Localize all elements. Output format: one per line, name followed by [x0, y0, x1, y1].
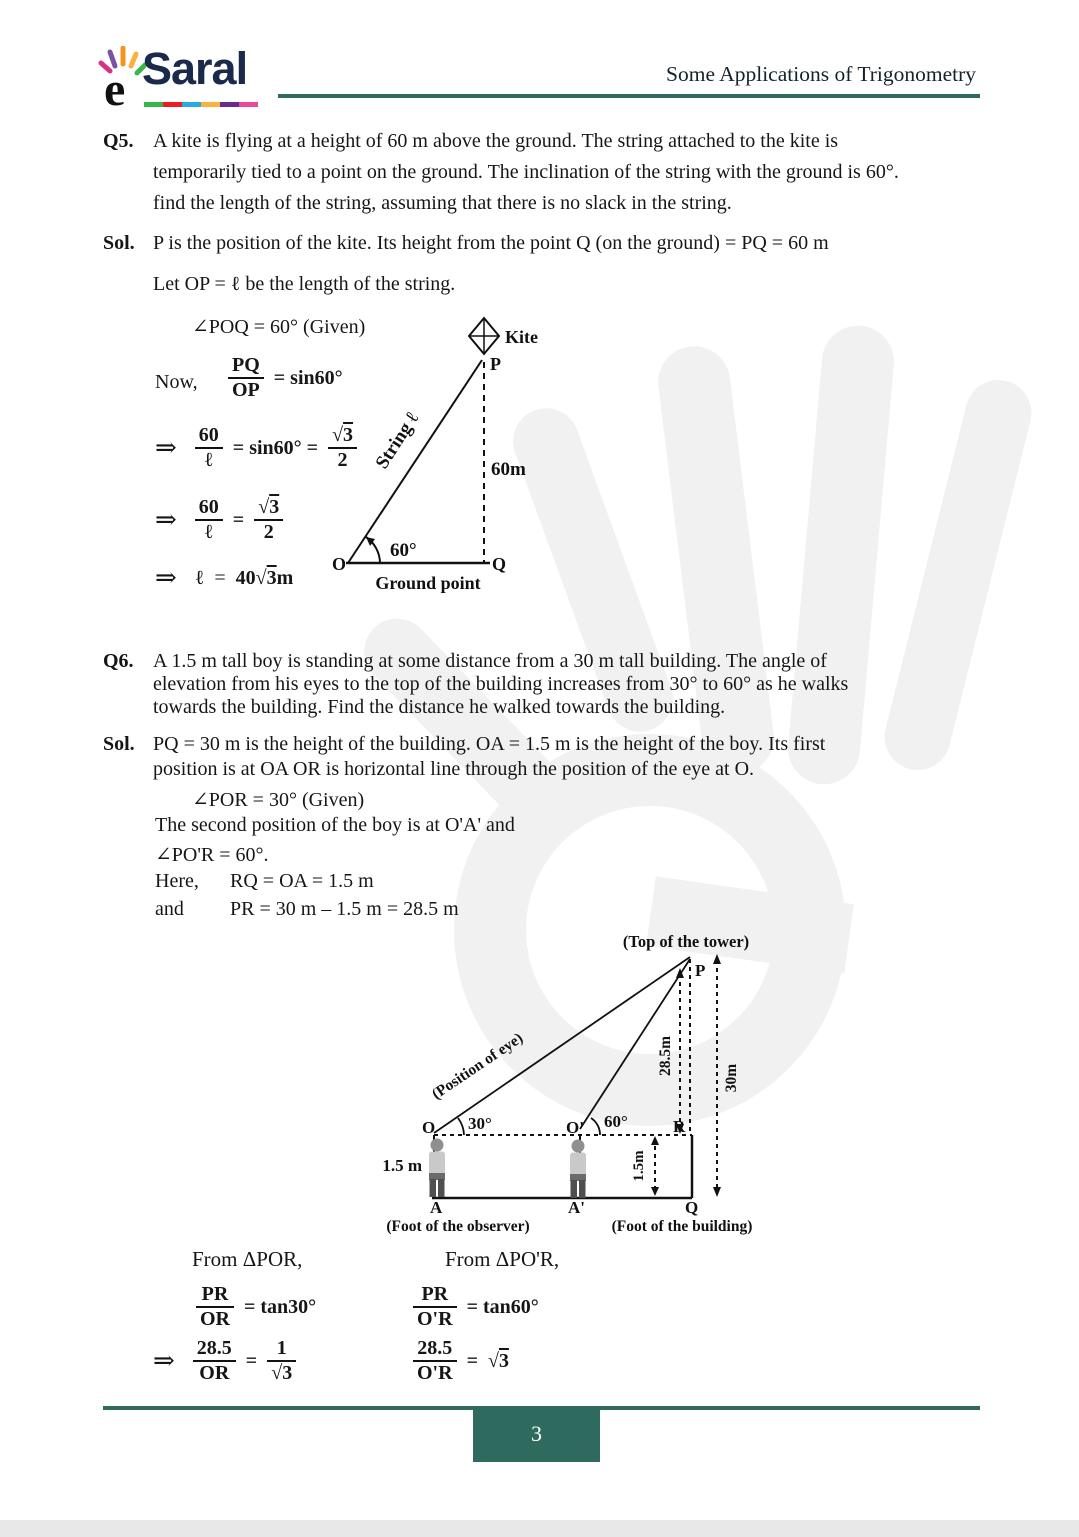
esaral-hand-icon — [96, 46, 146, 110]
foot-building-label: (Foot of the building) — [611, 1218, 753, 1235]
angle-30-label: 30° — [468, 1114, 492, 1133]
q6-eq-right2: $\frac{28.5}{O'R}$ = √3 — [413, 1337, 509, 1385]
q6-eq-left1: $\frac{PR}{OR}$ = tan30° — [196, 1283, 316, 1331]
page-number-box — [473, 1406, 600, 1462]
q5-line3: find the length of the string, assuming that there is no slack in the string. — [153, 192, 732, 214]
result-value: 40√3m — [235, 566, 294, 589]
point-q-label: Q — [685, 1198, 699, 1217]
angle-arc-30 — [458, 1118, 464, 1135]
foot-observer-label: (Foot of the observer) — [386, 1218, 530, 1235]
q6-second-pos: The second position of the boy is at O'A' and — [155, 814, 515, 836]
point-a-label: A — [430, 1198, 443, 1217]
kite-label: Kite — [505, 327, 538, 347]
q6-eq-left2: ⇒ $\frac{28.5}{OR}$ = $\frac{1}{√3}$ — [153, 1337, 296, 1385]
q6-sol-label: Sol. — [103, 733, 135, 755]
q6-from1: From ΔPOR, — [192, 1247, 303, 1271]
point-q-label: Q — [492, 554, 507, 574]
q5-step3: ⇒ ℓ = 40√3m — [155, 563, 294, 592]
q5-line2: temporarily tied to a point on the ground. The inclination of the string with the ground is 60°. — [153, 161, 899, 183]
point-o-label: O — [422, 1118, 436, 1137]
q6-here-val: RQ = OA = 1.5 m — [230, 870, 374, 892]
implies-arrow: ⇒ — [153, 1346, 175, 1375]
logo-colorbar — [144, 102, 258, 107]
fraction-285-opr: $\frac{28.5}{O'R}$ — [413, 1337, 457, 1385]
q5-angle-given: ∠POQ = 60° (Given) — [192, 316, 366, 338]
q6-and-label: and — [155, 898, 184, 920]
fraction-pr-opr: $\frac{PR}{O'R}$ — [413, 1283, 457, 1331]
q5-step1: ⇒ $\frac{60}{\text{ℓ}}$ = sin60° = $\frac{√3}{2}$ — [155, 424, 357, 472]
fraction-60-l: $\frac{60}{\text{ℓ}}$ — [195, 496, 223, 544]
fraction-1-sqrt3: $\frac{1}{√3}$ — [267, 1337, 296, 1385]
page-title: Some Applications of Trigonometry — [666, 62, 976, 86]
q6-from2: From ΔPO'R, — [445, 1247, 560, 1271]
fraction-pq-op: $\frac{PQ}{OP}$ — [228, 354, 264, 402]
q6-label: Q6. — [103, 650, 134, 672]
fraction-pr-or: $\frac{PR}{OR}$ — [196, 1283, 234, 1331]
page-number: 3 — [531, 1421, 542, 1446]
height-label: 60m — [491, 459, 526, 480]
angle-arc-60 — [591, 1118, 600, 1135]
string-line — [348, 360, 482, 563]
q6-angle-given: ∠POR = 30° (Given) — [192, 789, 365, 811]
q5-now-label: Now, — [155, 371, 198, 393]
height-30-label: 30m — [723, 1063, 740, 1093]
header — [96, 44, 980, 108]
logo-text: Saral — [142, 43, 248, 94]
point-o-label: O — [332, 554, 347, 574]
point-aprime-label: A' — [568, 1198, 585, 1217]
q5-line1: A kite is flying at a height of 60 m above the ground. The string attached to the kite is — [153, 130, 839, 152]
kite-diagram — [330, 312, 565, 597]
implies-arrow: ⇒ — [155, 433, 177, 462]
fraction-sqrt3-2: $\frac{√3}{2}$ — [254, 496, 283, 544]
string-label: String ℓ — [371, 408, 424, 473]
q6-and-val: PR = 30 m – 1.5 m = 28.5 m — [230, 898, 459, 920]
height-1-5-label: 1.5m — [631, 1150, 647, 1182]
q6-angle2: ∠PO'R = 60°. — [155, 844, 269, 866]
q5-sol-label: Sol. — [103, 232, 135, 254]
angle-label: 60° — [390, 540, 417, 561]
position-of-eye-label: (Position of eye) — [428, 1029, 527, 1103]
header-rule — [278, 94, 980, 98]
q6-eq-right1: $\frac{PR}{O'R}$ = tan60° — [413, 1283, 539, 1331]
fraction-285-or: $\frac{28.5}{OR}$ — [193, 1337, 236, 1385]
q6-line2: elevation from his eyes to the top of the building increases from 30° to 60° as he walks — [153, 673, 849, 695]
sight-line-o-p — [434, 957, 690, 1133]
fraction-sqrt3-2: $\frac{√3}{2}$ — [328, 424, 357, 472]
q6-sol-line2: position is at OA OR is horizontal line through the position of the eye at O. — [153, 758, 755, 780]
q5-eq-now: $\frac{PQ}{OP}$ = sin60° — [228, 354, 343, 402]
q5-sol-line1: P is the position of the kite. Its height from the point Q (on the ground) = PQ = 60 m — [153, 232, 829, 254]
implies-arrow: ⇒ — [155, 563, 177, 592]
sqrt3-value: √3 — [487, 1349, 509, 1372]
fraction-60-l: $\frac{60}{\text{ℓ}}$ — [195, 424, 223, 472]
implies-arrow: ⇒ — [155, 505, 177, 534]
q5-label: Q5. — [103, 130, 134, 152]
q5-sol-line2: Let OP = ℓ be the length of the string. — [153, 273, 456, 295]
point-oprime-label: O' — [566, 1118, 584, 1137]
point-p-label: P — [695, 961, 706, 980]
q6-sol-line1: PQ = 30 m is the height of the building. OA = 1.5 m is the height of the boy. Its first — [153, 733, 826, 755]
top-of-tower-label: (Top of the tower) — [622, 932, 750, 951]
building-diagram — [370, 928, 770, 1246]
point-r-label: R — [673, 1117, 686, 1136]
q6-here-label: Here, — [155, 870, 199, 892]
height-28-5-label: 28.5m — [657, 1035, 674, 1077]
angle-60-label: 60° — [604, 1112, 628, 1131]
q5-step2: ⇒ $\frac{60}{\text{ℓ}}$ = $\frac{√3}{2}$ — [155, 496, 283, 544]
point-p-label: P — [490, 354, 501, 374]
q6-line3: towards the building. Find the distance he walked towards the building. — [153, 696, 726, 718]
ground-point-label: Ground point — [375, 573, 481, 593]
logo-e-glyph: e — [104, 63, 126, 110]
q6-line1: A 1.5 m tall boy is standing at some distance from a 30 m tall building. The angle of — [153, 650, 827, 672]
bottom-strip — [0, 1520, 1079, 1537]
boy-height-label: 1.5 m — [382, 1156, 422, 1175]
